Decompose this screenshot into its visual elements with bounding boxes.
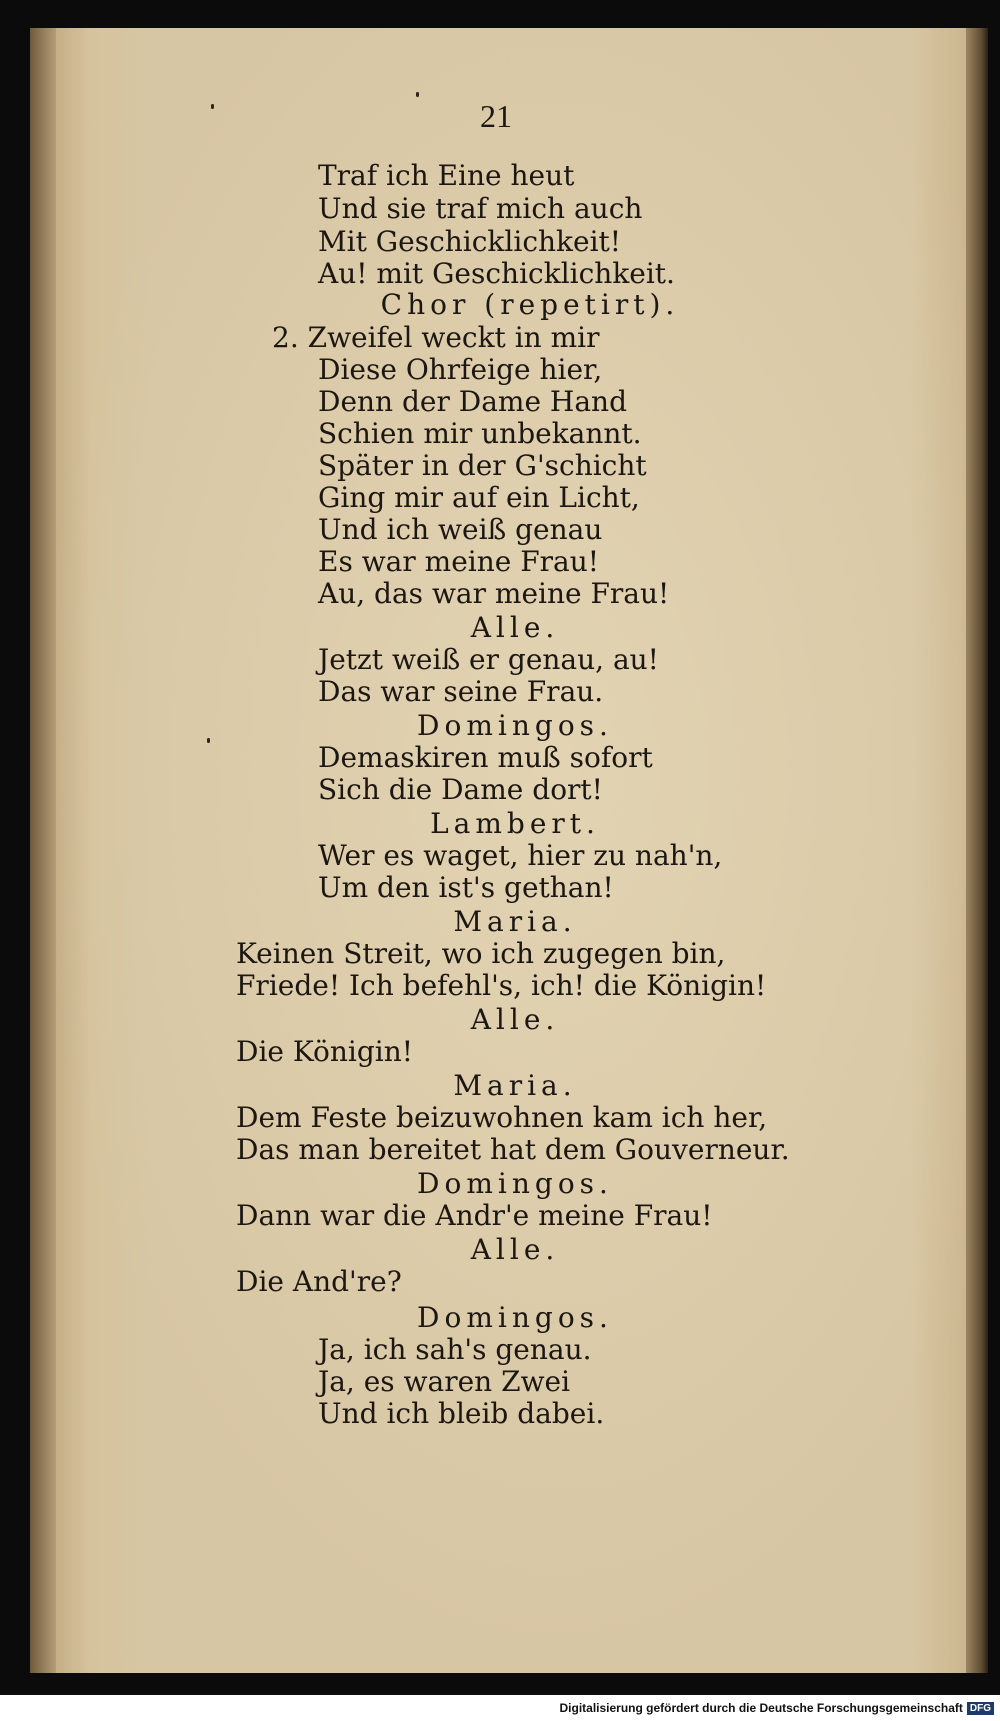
- paper-speck: [416, 92, 419, 97]
- text-line: Au, das war meine Frau!: [318, 577, 670, 610]
- text-line: Das man bereitet hat dem Gouverneur.: [236, 1133, 790, 1166]
- text-line: Keinen Streit, wo ich zugegen bin,: [236, 937, 726, 970]
- speaker-name: Domingos.: [417, 709, 613, 742]
- text-line: Das war seine Frau.: [318, 675, 604, 708]
- footer-credit: Digitalisierung gefördert durch die Deutsche Forschungsgemeinschaft: [559, 1701, 963, 1715]
- speaker-name: Alle.: [470, 1233, 560, 1266]
- text-line: Und ich weiß genau: [318, 513, 603, 546]
- book-binding-edge: [30, 28, 56, 1673]
- page-number: 21: [480, 98, 512, 134]
- text-line: Traf ich Eine heut: [318, 159, 575, 192]
- text-line: Die And're?: [236, 1265, 402, 1298]
- speaker-name: Lambert.: [430, 807, 600, 840]
- speaker-name: Maria.: [453, 905, 577, 938]
- text-line: Um den ist's gethan!: [318, 871, 614, 904]
- text-line: Jetzt weiß er genau, au!: [318, 643, 659, 676]
- paper-speck: [211, 104, 214, 109]
- text-line: Schien mir unbekannt.: [318, 417, 642, 450]
- speaker-name: Alle.: [470, 1003, 560, 1036]
- text-line: Und ich bleib dabei.: [318, 1397, 605, 1430]
- text-line: Dann war die Andr'e meine Frau!: [236, 1199, 713, 1232]
- text-line: Dem Feste beizuwohnen kam ich her,: [236, 1101, 768, 1134]
- text-line: Demaskiren muß sofort: [318, 741, 653, 774]
- footer-bar: [0, 1695, 1000, 1721]
- speaker-name: Domingos.: [417, 1301, 613, 1334]
- text-line: Später in der G'schicht: [318, 449, 647, 482]
- speaker-name: Maria.: [453, 1069, 577, 1102]
- speaker-name: Domingos.: [417, 1167, 613, 1200]
- text-line: Friede! Ich befehl's, ich! die Königin!: [236, 969, 767, 1002]
- text-line: Ging mir auf ein Licht,: [318, 481, 640, 514]
- text-line: Es war meine Frau!: [318, 545, 600, 578]
- page-right-edge: [966, 28, 988, 1673]
- text-line: 2. Zweifel weckt in mir: [272, 321, 600, 354]
- text-line: Ja, ich sah's genau.: [318, 1333, 592, 1366]
- text-line: Mit Geschicklichkeit!: [318, 225, 622, 258]
- text-line: Und sie traf mich auch: [318, 192, 643, 225]
- speaker-name: Chor (repetirt).: [380, 288, 680, 321]
- text-line: Ja, es waren Zwei: [318, 1365, 571, 1398]
- text-line: Die Königin!: [236, 1035, 414, 1068]
- text-line: Diese Ohrfeige hier,: [318, 353, 603, 386]
- speaker-name: Alle.: [470, 611, 560, 644]
- text-line: Au! mit Geschicklichkeit.: [318, 257, 675, 290]
- dfg-logo: DFG: [967, 1702, 994, 1715]
- text-line: Sich die Dame dort!: [318, 773, 603, 806]
- text-line: Wer es waget, hier zu nah'n,: [318, 839, 723, 872]
- text-line: Denn der Dame Hand: [318, 385, 627, 418]
